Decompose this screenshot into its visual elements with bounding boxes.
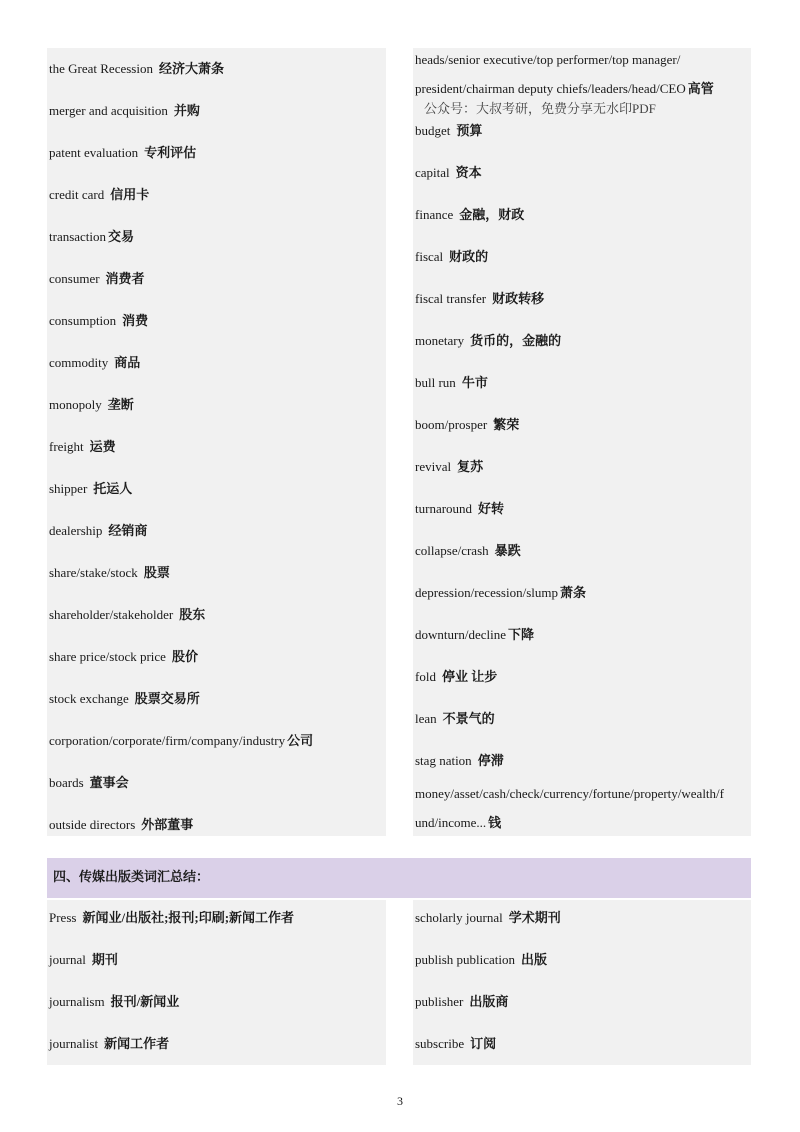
chinese-term: 股票	[143, 565, 170, 580]
vocab-entry	[47, 691, 386, 707]
english-term: dealership	[49, 523, 103, 538]
chinese-term: 财政转移	[492, 291, 545, 306]
english-term: fiscal transfer	[415, 291, 487, 306]
english-term: heads/senior executive/top performer/top manager/	[415, 52, 681, 67]
english-term: outside directors	[49, 817, 136, 832]
vocab-entry	[47, 649, 386, 665]
vocab-entry	[47, 775, 386, 791]
vocab-entry	[47, 1036, 386, 1052]
english-term: journal	[49, 952, 86, 967]
chinese-term: 出版	[521, 952, 548, 967]
vocab-entry	[47, 481, 386, 497]
chinese-term: 订阅	[470, 1036, 497, 1051]
english-term: money/asset/cash/check/currency/fortune/property/wealth/f	[415, 786, 724, 801]
english-term: journalist	[49, 1036, 99, 1051]
english-term: collapse/crash	[415, 543, 489, 558]
english-term: downturn/decline	[415, 627, 506, 642]
chinese-term: 停滞	[477, 753, 504, 768]
chinese-term: 商品	[114, 355, 141, 370]
chinese-term: 复苏	[457, 459, 484, 474]
page-number: 3	[397, 1094, 403, 1108]
vocab-entry	[413, 627, 751, 643]
chinese-term: 消费	[122, 313, 149, 328]
vocab-entry	[47, 145, 386, 161]
chinese-term: 萧条	[559, 585, 586, 600]
vocab-entry	[47, 523, 386, 539]
vocab-entry	[47, 817, 386, 833]
chinese-term: 董事会	[89, 775, 129, 790]
english-term: the Great Recession	[49, 61, 153, 76]
english-term: credit card	[49, 187, 105, 202]
vocab-entry	[47, 397, 386, 413]
chinese-term: 垄断	[107, 397, 134, 412]
vocab-entry	[413, 207, 751, 223]
chinese-term: 信用卡	[110, 187, 150, 202]
english-term: publisher	[415, 994, 464, 1009]
english-term: boards	[49, 775, 84, 790]
left-vocab-panel	[47, 48, 386, 836]
chinese-term: 学术期刊	[508, 910, 561, 925]
vocab-entry	[47, 229, 386, 245]
vocab-entry	[47, 607, 386, 623]
chinese-term: 新闻业/出版社;报刊;印刷;新闻工作者	[82, 910, 295, 925]
english-term: patent evaluation	[49, 145, 139, 160]
english-term: publish publication	[415, 952, 516, 967]
chinese-term: 下降	[507, 627, 534, 642]
vocab-entry	[413, 585, 751, 601]
chinese-term: 股价	[171, 649, 198, 664]
chinese-term: 期刊	[91, 952, 118, 967]
english-term: lean	[415, 711, 437, 726]
english-term: share/stake/stock	[49, 565, 138, 580]
section-header-bar	[47, 858, 751, 898]
vocab-entry	[413, 123, 751, 139]
chinese-term: 高管	[687, 81, 714, 96]
media-right-panel	[413, 900, 751, 1065]
chinese-term: 不景气的	[442, 711, 495, 726]
vocab-entry	[413, 994, 751, 1010]
chinese-term: 新闻工作者	[104, 1036, 170, 1051]
english-term: depression/recession/slump	[415, 585, 558, 600]
chinese-term: 公司	[287, 733, 314, 748]
vocab-entry	[413, 952, 751, 968]
chinese-term: 运费	[89, 439, 116, 454]
english-term: shipper	[49, 481, 88, 496]
chinese-term: 报刊/新闻业	[110, 994, 180, 1009]
chinese-term: 并购	[173, 103, 200, 118]
english-term: share price/stock price	[49, 649, 166, 664]
vocab-entry	[413, 753, 751, 769]
watermark-text: 公众号：大叔考研，免费分享无水印PDF	[424, 101, 656, 116]
right-vocab-panel	[413, 48, 751, 836]
vocab-entry	[47, 994, 386, 1010]
vocab-entry	[47, 565, 386, 581]
vocab-entry	[413, 165, 751, 181]
chinese-term: 暴跌	[494, 543, 521, 558]
vocab-entry	[413, 417, 751, 433]
chinese-term: 繁荣	[493, 417, 520, 432]
english-term: transaction	[49, 229, 107, 244]
vocab-entry	[413, 52, 751, 68]
vocab-entry	[47, 271, 386, 287]
english-term: stock exchange	[49, 691, 129, 706]
english-term: turnaround	[415, 501, 473, 516]
english-term: Press	[49, 910, 77, 925]
chinese-term: 经济大萧条	[158, 61, 224, 76]
english-term: und/income...	[415, 815, 487, 830]
chinese-term: 股东	[179, 607, 206, 622]
section-title: 四、传媒出版类词汇总结：	[53, 869, 210, 884]
chinese-term: 牛市	[461, 375, 488, 390]
chinese-term: 货币的，金融的	[470, 333, 562, 348]
vocab-entry	[413, 910, 751, 926]
vocab-entry	[47, 952, 386, 968]
vocab-entry	[413, 711, 751, 727]
vocab-entry	[413, 291, 751, 307]
chinese-term: 钱	[488, 815, 502, 830]
chinese-term: 外部董事	[141, 817, 194, 832]
chinese-term: 经销商	[108, 523, 148, 538]
chinese-term: 股票交易所	[134, 691, 200, 706]
vocab-entry	[413, 333, 751, 349]
chinese-term: 好转	[478, 501, 505, 516]
vocab-entry	[47, 313, 386, 329]
english-term: consumer	[49, 271, 100, 286]
english-term: freight	[49, 439, 84, 454]
english-term: merger and acquisition	[49, 103, 168, 118]
english-term: budget	[415, 123, 451, 138]
vocab-entry	[47, 439, 386, 455]
chinese-term: 交易	[108, 229, 135, 244]
media-left-panel	[47, 900, 386, 1065]
vocab-entry	[413, 1036, 751, 1052]
chinese-term: 财政的	[449, 249, 489, 264]
vocab-entry	[47, 187, 386, 203]
chinese-term: 消费者	[105, 271, 145, 286]
vocab-entry	[413, 81, 751, 97]
english-term: fiscal	[415, 249, 444, 264]
english-term: subscribe	[415, 1036, 465, 1051]
chinese-term: 资本	[455, 165, 482, 180]
english-term: corporation/corporate/firm/company/industry	[49, 733, 286, 748]
vocab-entry	[413, 459, 751, 475]
chinese-term: 预算	[456, 123, 483, 138]
english-term: monetary	[415, 333, 465, 348]
chinese-term: 金融，财政	[459, 207, 525, 222]
english-term: capital	[415, 165, 450, 180]
english-term: scholarly journal	[415, 910, 503, 925]
vocab-entry	[413, 543, 751, 559]
vocab-entry	[413, 815, 751, 831]
chinese-term: 停业 让步	[441, 669, 498, 684]
english-term: consumption	[49, 313, 117, 328]
vocab-entry	[47, 103, 386, 119]
vocab-entry	[47, 733, 386, 749]
english-term: commodity	[49, 355, 109, 370]
english-term: monopoly	[49, 397, 102, 412]
english-term: shareholder/stakeholder	[49, 607, 174, 622]
vocab-entry	[413, 249, 751, 265]
chinese-term: 出版商	[469, 994, 509, 1009]
english-term: bull run	[415, 375, 456, 390]
vocab-entry	[47, 910, 386, 926]
vocab-entry	[47, 61, 386, 77]
vocab-entry	[413, 669, 751, 685]
english-term: boom/prosper	[415, 417, 488, 432]
english-term: stag nation	[415, 753, 472, 768]
vocab-entry	[47, 355, 386, 371]
vocab-entry	[413, 501, 751, 517]
english-term: president/chairman deputy chiefs/leaders/head/CEO	[415, 81, 686, 96]
chinese-term: 托运人	[93, 481, 133, 496]
english-term: finance	[415, 207, 454, 222]
english-term: revival	[415, 459, 452, 474]
english-term: fold	[415, 669, 436, 684]
chinese-term: 专利评估	[144, 145, 197, 160]
vocab-entry	[413, 375, 751, 391]
english-term: journalism	[49, 994, 105, 1009]
vocab-entry	[413, 786, 751, 802]
